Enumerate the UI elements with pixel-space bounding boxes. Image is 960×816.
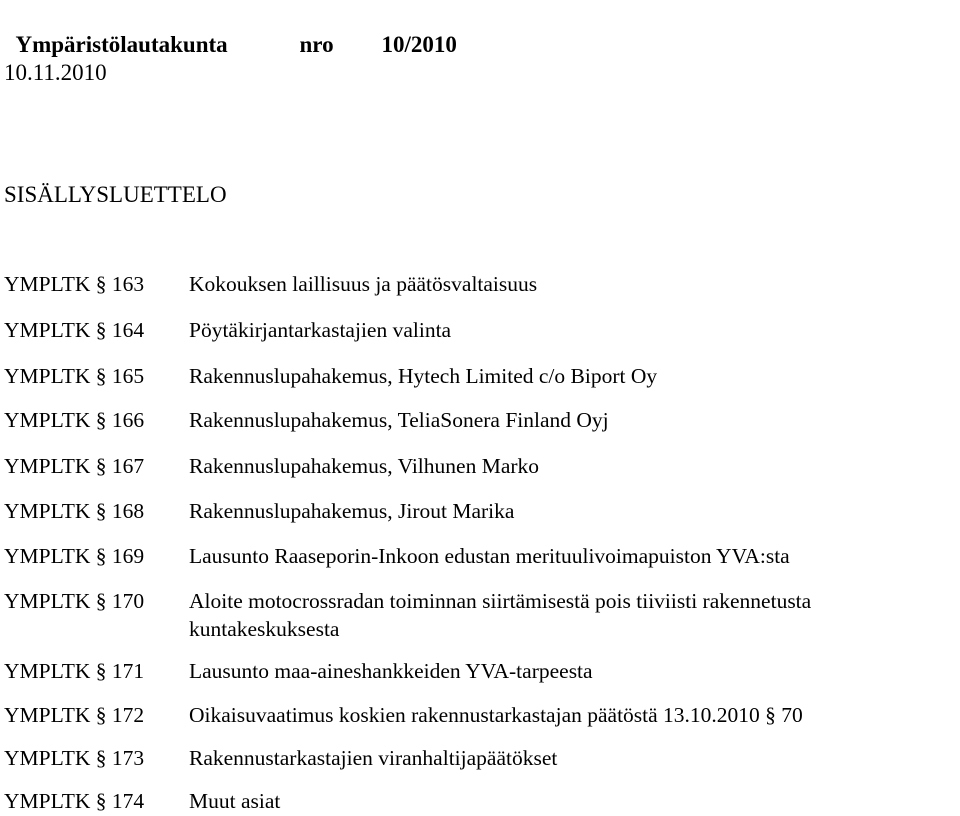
toc-item [4, 542, 960, 570]
toc-item-code: YMPLTK § 167 [4, 454, 145, 478]
toc-item [4, 362, 960, 390]
toc-item [4, 452, 960, 480]
toc-item-code: YMPLTK § 168 [4, 499, 145, 523]
toc-item-title: Kokouksen laillisuus ja päätösvaltaisuus [189, 272, 538, 296]
table-of-contents [4, 270, 960, 815]
toc-item-title: Oikaisuvaatimus koskien rakennustarkastajan päätöstä 13.10.2010 § 70 [189, 703, 803, 727]
toc-item-code: YMPLTK § 174 [4, 789, 145, 813]
number-label: nro [299, 32, 334, 57]
meeting-date: 10.11.2010 [4, 60, 107, 85]
toc-item-title: Lausunto Raaseporin-Inkoon edustan merituulivoimapuiston YVA:sta [189, 544, 790, 568]
toc-item-code: YMPLTK § 166 [4, 408, 145, 432]
toc-item [4, 701, 960, 729]
toc-item [4, 270, 960, 298]
document-header [4, 0, 457, 60]
toc-item-code: YMPLTK § 169 [4, 544, 145, 568]
toc-item-code: YMPLTK § 165 [4, 364, 145, 388]
toc-item-title: Rakennuslupahakemus, Jirout Marika [189, 499, 515, 523]
toc-item [4, 744, 960, 772]
toc-item [4, 316, 960, 344]
toc-item-title: Rakennuslupahakemus, Hytech Limited c/o Biport Oy [189, 364, 658, 388]
board-name: Ympäristölautakunta [15, 32, 228, 57]
toc-item [4, 787, 960, 815]
toc-item-title: Aloite motocrossradan toiminnan siirtämisestä pois tiiviisti rakennetusta kuntakeskuksesta [189, 589, 812, 641]
toc-title: SISÄLLYSLUETTELO [4, 182, 227, 207]
toc-item-title: Muut asiat [189, 789, 281, 813]
toc-item-title: Rakennuslupahakemus, TeliaSonera Finland Oyj [189, 408, 609, 432]
toc-item [4, 497, 960, 525]
toc-item-code: YMPLTK § 173 [4, 746, 145, 770]
toc-item-code: YMPLTK § 163 [4, 272, 145, 296]
toc-item-title: Lausunto maa-aineshankkeiden YVA-tarpeesta [189, 659, 593, 683]
toc-item-code: YMPLTK § 164 [4, 318, 145, 342]
toc-item-code: YMPLTK § 170 [4, 589, 145, 613]
toc-item [4, 587, 960, 643]
toc-item-code: YMPLTK § 172 [4, 703, 145, 727]
toc-item-title: Pöytäkirjantarkastajien valinta [189, 318, 452, 342]
toc-item-title: Rakennustarkastajien viranhaltijapäätökset [189, 746, 558, 770]
toc-item [4, 657, 960, 685]
toc-item-title: Rakennuslupahakemus, Vilhunen Marko [189, 454, 540, 478]
toc-item-code: YMPLTK § 171 [4, 659, 145, 683]
meeting-number: 10/2010 [381, 32, 457, 57]
toc-item [4, 406, 960, 434]
